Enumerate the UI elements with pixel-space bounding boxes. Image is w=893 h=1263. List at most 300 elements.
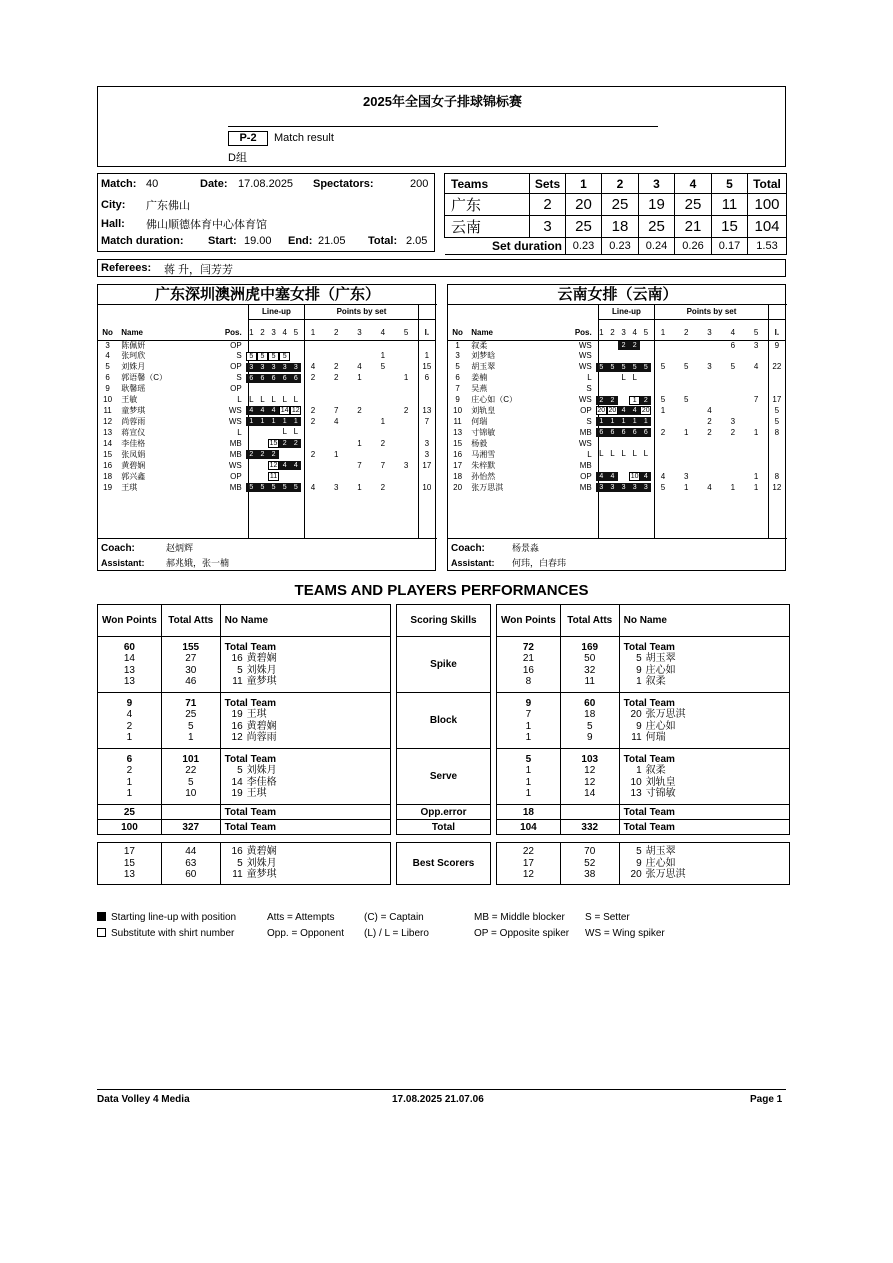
points-set5: 3: [403, 460, 409, 470]
points-set1: [651, 417, 674, 428]
lineup-cell-set4: [279, 340, 290, 351]
doc-name: Match result: [274, 132, 334, 144]
points-set4: [371, 395, 394, 406]
best-won-cell-list: [102, 846, 157, 881]
perf-best-row: [98, 843, 391, 885]
player-row: [98, 384, 436, 395]
player-number: 5: [105, 362, 110, 372]
lineup-marker: 3: [607, 483, 618, 492]
player-row: [448, 417, 786, 428]
perf-header-row: [98, 605, 391, 637]
lineup-cell-set1: [596, 471, 607, 482]
points-set5: 3: [753, 340, 759, 350]
best-won-cell-list: [501, 846, 556, 881]
lineup-marker: 2: [618, 341, 629, 350]
score-table: [444, 173, 787, 255]
player-position: OP: [230, 471, 242, 481]
perf-value: 13: [123, 676, 135, 687]
points-set1: [301, 471, 324, 482]
player-number: 3: [455, 351, 460, 361]
points-set4: [371, 384, 394, 395]
points-set1: 4: [310, 362, 316, 372]
perf-value: 14: [584, 788, 596, 799]
lineup-cell-set3: [618, 406, 629, 417]
perf-opp-row: [497, 805, 790, 820]
points-set4: [371, 471, 394, 482]
perf-value: 72: [522, 641, 534, 653]
perf-value: 17: [522, 857, 534, 869]
head-lineup-5: 5: [290, 326, 301, 340]
perf-gap: [497, 835, 790, 843]
lineup-cell-set2: [607, 406, 618, 417]
perf-player-name: 刘轨皇: [645, 776, 676, 788]
perf-table-team-b: [496, 604, 790, 885]
player-name: 朱梓默: [471, 460, 496, 470]
head-points-4: 4: [371, 326, 394, 340]
head-scoring-skills: Scoring Skills: [397, 605, 491, 637]
score-a-set3: 19: [639, 194, 675, 216]
player-name: 寸锦敏: [471, 427, 496, 437]
points-set1: [301, 438, 324, 449]
lineup-cell-set5: [290, 362, 301, 373]
player-position: L: [587, 373, 592, 383]
end-value: 21.05: [318, 235, 346, 247]
lineup-cell-set4: [279, 428, 290, 439]
perf-player: [624, 721, 785, 733]
lineup-marker: L: [621, 449, 626, 459]
lineup-cell-set3: [618, 362, 629, 373]
perf-value: 30: [185, 664, 197, 676]
player-number: 10: [453, 406, 463, 416]
player-position: S: [236, 351, 242, 361]
perf-player-name: 刘姝月: [246, 765, 277, 776]
total-label: Total Team: [220, 820, 390, 835]
legend-setter: S = Setter: [585, 912, 630, 923]
name-cell-list: [225, 642, 386, 688]
points-set2: [325, 438, 348, 449]
head-total: I.: [768, 326, 786, 340]
player-row: [448, 384, 786, 395]
points-set2: [675, 351, 698, 362]
points-set2: 5: [684, 362, 689, 372]
lineup-cell-set1: [246, 395, 257, 406]
player-number: 13: [103, 427, 113, 437]
player-number: 18: [103, 471, 113, 481]
points-set3: 7: [357, 460, 362, 470]
score-head-set3: 3: [639, 174, 675, 194]
head-lineup-3: 3: [268, 326, 279, 340]
atts-cell-list: [565, 754, 615, 800]
perf-value: 7: [525, 709, 532, 720]
lineup-marker: 3: [629, 483, 640, 492]
points-set3: [698, 471, 721, 482]
lineup-marker: 4: [607, 472, 618, 481]
points-set3: [698, 395, 721, 406]
points-set4: 2: [380, 438, 386, 448]
perf-skill-row: [98, 693, 391, 749]
perf-value: 60: [123, 641, 135, 653]
perf-value: 14: [123, 653, 135, 664]
perf-value: 21: [522, 653, 534, 664]
player-position: OP: [580, 406, 592, 416]
lineup-cell-set5: [290, 406, 301, 417]
score-b-set1: 25: [566, 216, 602, 238]
perf-player: [624, 765, 785, 777]
perf-value: 32: [584, 664, 596, 676]
lineup-marker: 6: [596, 428, 607, 437]
lineup-marker: 20: [608, 407, 617, 415]
lineup-cell-set2: [607, 428, 618, 439]
points-set3: 1: [357, 438, 362, 448]
points-set2: 2: [334, 373, 339, 383]
player-row: [448, 395, 786, 406]
player-row: [98, 428, 436, 439]
skill-name: Spike: [397, 637, 491, 693]
lineup-cell-set5: [640, 351, 651, 362]
points-total: [768, 384, 786, 395]
head-no-name: No Name: [220, 605, 390, 637]
lineup-marker: L: [643, 449, 649, 459]
lineup-marker: 5: [268, 352, 279, 361]
footer-timestamp: 17.08.2025 21.07.06: [392, 1094, 484, 1105]
lineup-marker: 6: [290, 374, 301, 383]
won-cell-list: [501, 642, 556, 688]
player-name: 蒋宣仪: [121, 427, 146, 437]
player-row: [448, 428, 786, 439]
lineup-cell-set4: [279, 384, 290, 395]
points-set5: [394, 449, 417, 460]
player-name: 马湘雪: [471, 449, 496, 459]
lineup-marker: 5: [640, 363, 651, 372]
lineup-cell-set5: [640, 460, 651, 471]
points-total: 5: [774, 406, 780, 416]
lineup-cell-set2: [607, 340, 618, 351]
lineup-marker: 2: [268, 450, 279, 459]
player-number: 11: [453, 417, 462, 427]
won-cell-list: [102, 642, 157, 688]
perf-value: 12: [522, 869, 534, 881]
lineup-cell-set3: [618, 471, 629, 482]
perf-player: [225, 777, 386, 789]
player-row: [448, 351, 786, 362]
points-set3: [348, 428, 371, 439]
best-player-name: 胡玉翠: [645, 846, 676, 858]
lineup-cell-set3: [618, 417, 629, 428]
perf-value: 103: [581, 753, 599, 765]
lineup-marker: 2: [246, 450, 257, 459]
lineup-cell-set2: [257, 482, 268, 493]
player-row: [448, 460, 786, 471]
head-total-atts: Total Atts: [161, 605, 220, 637]
lineup-cell-set4: [629, 340, 640, 351]
perf-player-name: 王琪: [246, 788, 267, 799]
match-date: 17.08.2025: [238, 178, 294, 190]
lineup-marker: 4: [257, 406, 268, 415]
perf-player-number: 19: [231, 709, 243, 720]
perf-player-number: 19: [231, 788, 243, 799]
lineup-marker: 1: [246, 417, 257, 426]
lineup-cell-set4: [629, 438, 640, 449]
team-b-name: 云南女排（云南）: [448, 285, 787, 305]
team-a-points-head: Points by set: [336, 307, 387, 316]
perf-player: [225, 709, 386, 721]
lineup-marker: 20: [597, 407, 606, 415]
points-total: 8: [774, 427, 780, 437]
perf-player: [225, 721, 386, 733]
player-position: WS: [228, 460, 242, 470]
player-header-row: [98, 326, 436, 340]
lineup-cell-set1: [246, 340, 257, 351]
player-number: 7: [455, 384, 460, 394]
lineup-cell-set5: [290, 471, 301, 482]
perf-skill-row: [98, 749, 391, 805]
lineup-marker: L: [260, 394, 265, 404]
team-a-lineup-head: Line-up: [262, 307, 291, 316]
points-set3: [348, 395, 371, 406]
points-set4: [371, 340, 394, 351]
points-set5: [744, 449, 767, 460]
points-total: 5: [774, 417, 780, 427]
score-a-set4: 25: [675, 194, 712, 216]
points-set4: [721, 395, 744, 406]
skills-header-row: [397, 605, 491, 637]
points-set2: 1: [334, 449, 339, 459]
points-total: [768, 373, 786, 384]
points-set2: [325, 340, 348, 351]
player-number: 5: [455, 362, 460, 372]
player-number: 16: [103, 460, 113, 470]
points-set5: [394, 417, 417, 428]
lineup-marker: 5: [246, 483, 257, 492]
perf-player-name: Total Team: [623, 753, 675, 765]
header-box: [97, 86, 786, 167]
lineup-marker: 1: [268, 417, 279, 426]
lineup-marker: 5: [596, 363, 607, 372]
lineup-marker: 3: [268, 363, 279, 372]
points-set3: [348, 471, 371, 482]
legend-mb: MB = Middle blocker: [474, 912, 565, 923]
lineup-cell-set2: [607, 351, 618, 362]
points-set5: [744, 373, 767, 384]
referees-box: [97, 259, 786, 277]
lineup-marker: 1: [596, 417, 607, 426]
player-row: [98, 471, 436, 482]
hall-value: 佛山顺德体育中心体育馆: [146, 219, 267, 231]
lineup-cell-set2: [257, 471, 268, 482]
perf-value: 10: [185, 788, 197, 799]
lineup-cell-set1: [596, 395, 607, 406]
lineup-cell-set3: [618, 351, 629, 362]
player-position: S: [586, 417, 592, 427]
points-set1: 2: [310, 406, 316, 416]
perf-value: 50: [584, 653, 596, 664]
perf-player-name: Total Team: [224, 697, 276, 709]
player-position: OP: [580, 471, 592, 481]
lineup-cell-set2: [257, 395, 268, 406]
points-total: [418, 471, 436, 482]
points-total: 6: [424, 373, 430, 383]
hall-label: Hall:: [101, 218, 125, 230]
lineup-cell-set3: [268, 417, 279, 428]
lineup-marker: 15: [269, 440, 278, 448]
perf-skill-row: [98, 637, 391, 693]
player-name: 张凤娟: [121, 449, 146, 459]
lineup-cell-set3: [268, 406, 279, 417]
opp-won: 25: [98, 805, 162, 820]
lineup-marker: 2: [290, 439, 301, 448]
points-set1: [301, 395, 324, 406]
player-row: [448, 438, 786, 449]
player-name: 杨毅: [471, 438, 488, 448]
points-set4: 3: [730, 417, 736, 427]
points-set5: [394, 362, 417, 373]
player-name: 叙柔: [471, 340, 488, 350]
lineup-cell-set2: [257, 438, 268, 449]
lineup-cell-set3: [618, 373, 629, 384]
header-rule: [228, 126, 658, 127]
points-set3: [348, 417, 371, 428]
lineup-marker: 3: [640, 483, 651, 492]
lineup-marker: 20: [641, 407, 650, 415]
points-total: [418, 384, 436, 395]
points-set5: [744, 384, 767, 395]
points-set2: [675, 417, 698, 428]
perf-player-name: 叙柔: [645, 765, 666, 776]
points-set1: [651, 438, 674, 449]
points-set4: [371, 373, 394, 384]
lineup-cell-set5: [290, 395, 301, 406]
perf-value: 27: [185, 653, 197, 664]
perf-value: 1: [126, 776, 133, 788]
best-name-cell: [619, 843, 789, 885]
lineup-marker: 6: [246, 374, 257, 383]
player-name: 王琪: [121, 482, 138, 492]
points-total: 8: [774, 471, 780, 481]
points-set3: 2: [707, 427, 712, 437]
head-points-2: 2: [325, 326, 348, 340]
legend-substitute-text: Substitute with shirt number: [111, 928, 235, 939]
perf-skill-row: [497, 749, 790, 805]
perf-player: [225, 665, 386, 677]
lineup-cell-set3: [268, 384, 279, 395]
lineup-cell-set4: [279, 417, 290, 428]
points-set2: [675, 438, 698, 449]
points-set1: 1: [660, 406, 666, 416]
head-total-atts: Total Atts: [560, 605, 619, 637]
points-set3: 3: [707, 362, 712, 372]
lineup-cell-set4: [629, 428, 640, 439]
perf-value: 70: [584, 846, 596, 858]
lineup-cell-set1: [246, 482, 257, 493]
lineup-cell-set2: [257, 428, 268, 439]
points-set3: 2: [707, 417, 712, 427]
team-b-coach-rule: [448, 538, 787, 539]
points-set2: [325, 460, 348, 471]
player-name: 耿馨瑶: [121, 384, 146, 394]
head-points-3: 3: [348, 326, 371, 340]
head-points-1: 1: [301, 326, 324, 340]
player-row: [98, 373, 436, 384]
perf-player-name: 李佳格: [246, 776, 277, 788]
lineup-cell-set4: [279, 406, 290, 417]
team-a-coach: 赵炳辉: [166, 543, 194, 553]
perf-player-number: 5: [237, 765, 243, 776]
skill-row: [397, 637, 491, 693]
lineup-marker: 1: [279, 417, 290, 426]
lineup-marker: L: [271, 394, 276, 404]
player-position: MB: [579, 427, 592, 437]
perf-value: 1: [126, 732, 133, 743]
points-total: 7: [424, 417, 430, 427]
set5-duration: 0.17: [712, 238, 748, 255]
lineup-cell-set2: [257, 362, 268, 373]
points-set2: 3: [334, 482, 339, 492]
match-info-box: [97, 173, 435, 252]
points-set5: 4: [753, 362, 759, 372]
points-set5: [744, 406, 767, 417]
points-set2: [675, 384, 698, 395]
perf-player-name: 何瑞: [645, 732, 666, 743]
perf-player: [624, 709, 785, 721]
points-total: [418, 395, 436, 406]
best-name-list: [225, 846, 386, 881]
performance-title: TEAMS AND PLAYERS PERFORMANCES: [294, 582, 589, 599]
player-row: [98, 417, 436, 428]
name-cell-list: [225, 754, 386, 800]
points-set4: [721, 406, 744, 417]
lineup-cell-set2: [607, 482, 618, 493]
perf-table-skills: [396, 604, 491, 885]
perf-gap-row: [98, 835, 391, 843]
player-name: 刘梦晗: [471, 351, 496, 361]
lineup-marker: L: [632, 449, 637, 459]
lineup-cell-set5: [640, 417, 651, 428]
spectators-value: 200: [410, 178, 429, 190]
total-won: 100: [98, 820, 162, 835]
points-set3: [698, 460, 721, 471]
player-position: WS: [228, 406, 242, 416]
name-cell: [220, 749, 390, 805]
lineup-marker: 12: [269, 462, 278, 470]
points-set2: 1: [684, 427, 689, 437]
lineup-cell-set2: [607, 471, 618, 482]
head-won-points: Won Points: [98, 605, 162, 637]
atts-cell: [560, 637, 619, 693]
lineup-marker: 2: [607, 396, 618, 405]
lineup-cell-set2: [607, 449, 618, 460]
player-row: [448, 373, 786, 384]
lineup-cell-set5: [640, 471, 651, 482]
atts-cell: [560, 693, 619, 749]
name-cell-list: [225, 698, 386, 744]
points-set5: [394, 438, 417, 449]
perf-player: [624, 698, 785, 710]
player-name: 何瑞: [471, 417, 488, 427]
lineup-marker: 3: [290, 363, 301, 372]
perf-player-number: 1: [636, 765, 642, 776]
perf-player: [225, 765, 386, 777]
points-set1: 5: [660, 362, 666, 372]
perf-player-name: 黄碧娴: [246, 720, 277, 732]
player-number: 6: [105, 373, 110, 383]
player-position: L: [237, 395, 242, 405]
perf-player-number: 5: [636, 653, 642, 664]
points-set2: [675, 406, 698, 417]
skill-row: [397, 749, 491, 805]
team-b-coach: 杨景淼: [512, 543, 540, 553]
lineup-cell-set5: [640, 362, 651, 373]
points-set5: [394, 471, 417, 482]
